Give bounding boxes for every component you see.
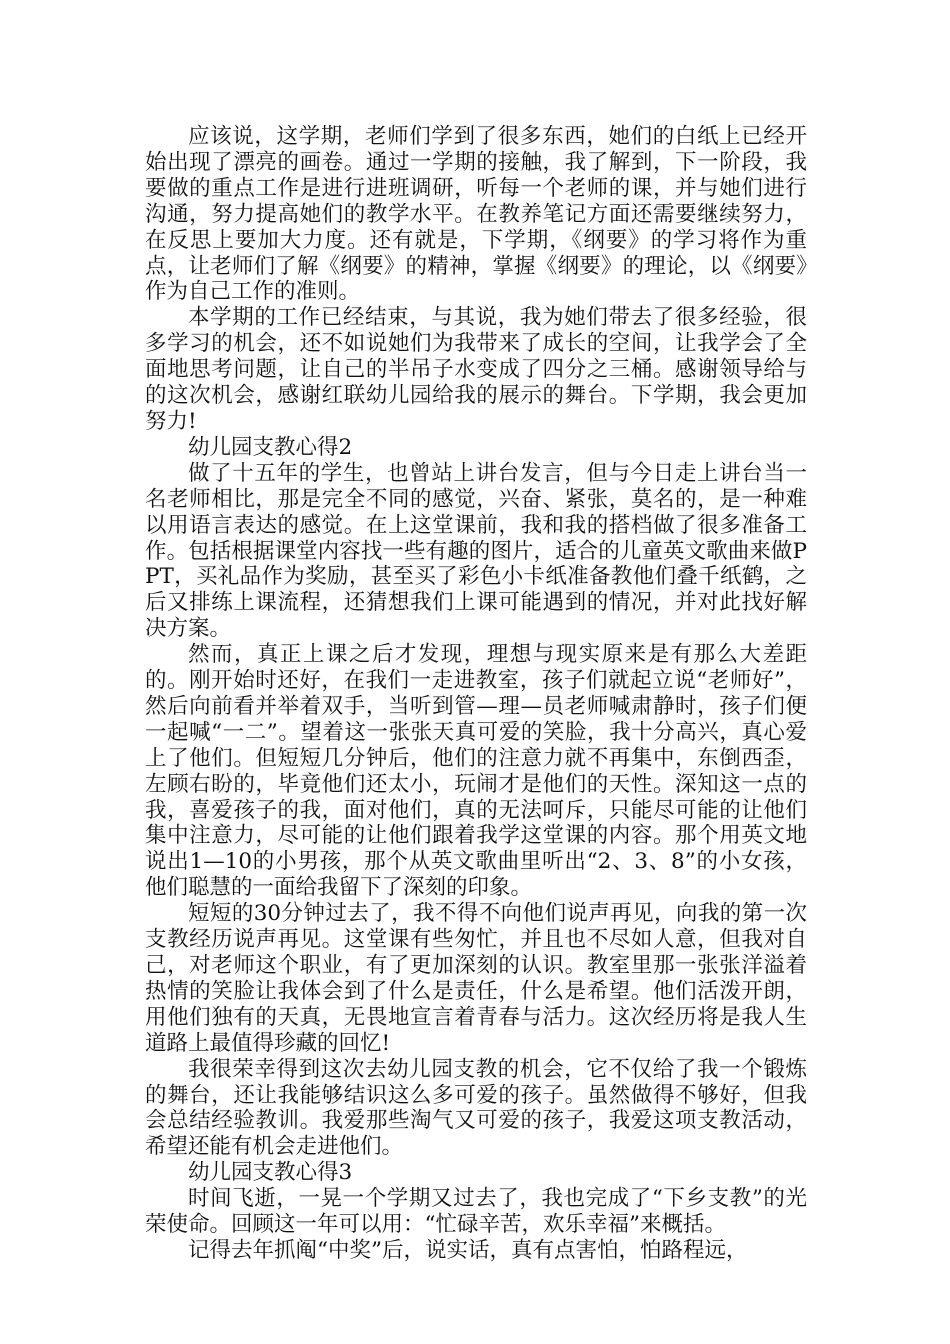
paragraph: 然而，真正上课之后才发现，理想与现实原来是有那么大差距的。刚开始时还好，在我们一走进教室，孩子们就起立说“老师好”，然后向前看并举着双手，当听到管—理—员老师喊肃静时，孩子们便一起喊“一二”。望着这一张张天真可爱的笑脸，我十分高兴，真心爱上了他们。但短短几分钟后，他们的注意力就不再集中，东倒西歪，左顾右盼的，毕竟他们还太小，玩闹才是他们的天性。深知这一点的我，喜爱孩子的我，面对他们，真的无法呵斥，只能尽可能的让他们集中注意力，尽可能的让他们跟着我学这堂课的内容。那个用英文地说出1—10的小男孩，那个从英文歌曲里听出“2、3、8”的小女孩，他们聪慧的一面给我留下了深刻的印象。: [145, 642, 807, 901]
paragraph: 记得去年抓阄“中奖”后，说实话，真有点害怕，怕路程远，: [188, 1237, 748, 1263]
document-body: [145, 124, 807, 1264]
section-heading: 幼儿园支教心得3: [188, 1160, 353, 1186]
paragraph: 做了十五年的学生，也曾站上讲台发言，但与今日走上讲台当一名老师相比，那是完全不同的感觉，兴奋、紧张，莫名的，是一种难以用语言表达的感觉。在上这堂课前，我和我的搭档做了很多准备工作。包括根据课堂内容找一些有趣的图片，适合的儿童英文歌曲来做PPT，买礼品作为奖励，甚至买了彩色小卡纸准备教他们叠千纸鹤，之后又排练上课流程，还猜想我们上课可能遇到的情况，并对此找好解决方案。: [145, 460, 807, 642]
paragraph: 应该说，这学期，老师们学到了很多东西，她们的白纸上已经开始出现了漂亮的画卷。通过一学期的接触，我了解到，下一阶段，我要做的重点工作是进行进班调研，听每一个老师的课，并与她们进行沟通，努力提高她们的教学水平。在教养笔记方面还需要继续努力，在反思上要加大力度。还有就是，下学期，《纲要》的学习将作为重点，让老师们了解《纲要》的精神，掌握《纲要》的理论，以《纲要》作为自己工作的准则。: [145, 124, 807, 305]
paragraph: 时间飞逝，一晃一个学期又过去了，我也完成了“下乡支教”的光荣使命。回顾这一年可以用：“忙碌辛苦，欢乐幸福”来概括。: [145, 1186, 807, 1238]
paragraph: 本学期的工作已经结束，与其说，我为她们带去了很多经验，很多学习的机会，还不如说她们为我带来了成长的空间，让我学会了全面地思考问题，让自己的半吊子水变成了四分之三桶。感谢领导给与的这次机会，感谢红联幼儿园给我的展示的舞台。下学期，我会更加努力!: [145, 305, 807, 434]
paragraph: 我很荣幸得到这次去幼儿园支教的机会，它不仅给了我一个锻炼的舞台，还让我能够结识这么多可爱的孩子。虽然做得不够好，但我会总结经验教训。我爱那些淘气又可爱的孩子，我爱这项支教活动，希望还能有机会走进他们。: [145, 1056, 807, 1160]
paragraph: 短短的30分钟过去了，我不得不向他们说声再见，向我的第一次支教经历说声再见。这堂课有些匆忙，并且也不尽如人意，但我对自己，对老师这个职业，有了更加深刻的认识。教室里那一张张洋溢着热情的笑脸让我体会到了什么是责任，什么是希望。他们活泼开朗，用他们独有的天真，无畏地宣言着青春与活力。这次经历将是我人生道路上最值得珍藏的回忆!: [145, 901, 807, 1056]
section-heading: 幼儿园支教心得2: [188, 434, 353, 460]
